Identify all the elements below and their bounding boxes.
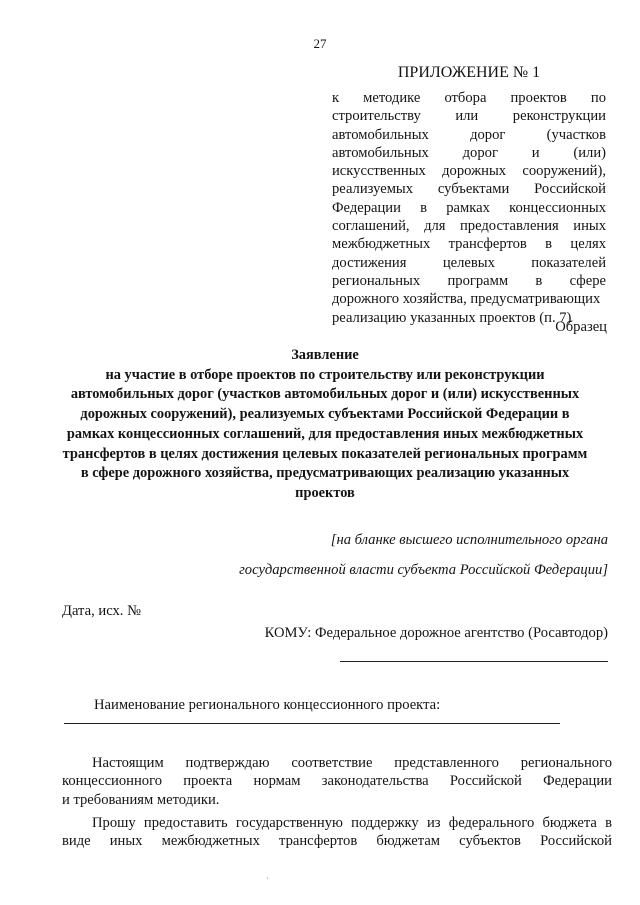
letterhead-note-line: государственной власти субъекта Российской Федерации] [239,562,608,578]
page-number: 27 [313,36,327,51]
appendix-line: реализацию указанных проектов (п. 7) [332,309,572,326]
paragraph-line: и требованиям методики. [62,791,220,808]
appendix-line: автомобильных дорог (участков [332,126,606,143]
letterhead-note-line: [на бланке высшего исполнительного органа [330,532,608,548]
appendix-line: региональных программ в сфере [332,272,606,289]
appendix-line: автомобильных дорог и (или) [332,144,606,161]
confirmation-paragraph [62,754,612,809]
statement-line: трансфертов в целях достижения целевых показателей региональных программ [62,445,588,462]
appendix-line: реализуемых субъектами Российской [332,181,606,198]
appendix-title: ПРИЛОЖЕНИЕ № 1 [397,64,541,81]
statement-line: в сфере дорожного хозяйства, предусматривающих реализацию указанных [80,465,570,482]
appendix-line: строительству или реконструкции [332,108,606,125]
appendix-line: достижения целевых показателей [332,254,606,271]
paragraph-line: виде иных межбюджетных трансфертов бюджетам субъектов Российской [62,833,612,850]
recipient-underline [340,661,608,662]
appendix-line: соглашений, для предоставления иных [332,218,606,235]
statement-line: дорожных сооружений), реализуемых субъектами Российской Федерации в [80,406,570,423]
statement-heading [50,346,600,504]
recipient-label: КОМУ: Федеральное дорожное агентство (Росавтодор) [264,625,608,641]
statement-line: рамках концессионных соглашений, для предоставления иных межбюджетных [66,425,584,442]
letterhead-note [48,525,608,585]
appendix-line: дорожного хозяйства, предусматривающих [332,291,601,308]
appendix-line: к методике отбора проектов по [332,90,606,106]
appendix-line: межбюджетных трансфертов в целях [332,236,606,253]
paragraph-line: концессионного проекта нормам законодательства Российской Федерации [62,773,612,790]
appendix-caption [332,89,606,327]
request-paragraph [62,814,612,851]
appendix-line: искусственных дорожных сооружений), [332,163,606,180]
statement-title: Заявление [291,347,359,363]
date-outgoing-number-label: Дата, исх. № [62,603,141,619]
scan-speck: · [266,874,269,883]
paragraph-line: Прошу предоставить государственную поддержку из федерального бюджета в [92,815,612,831]
statement-line: на участие в отборе проектов по строительству или реконструкции [105,366,545,383]
paragraph-line: Настоящим подтверждаю соответствие представленного регионального [92,755,612,771]
project-name-underline [64,723,560,724]
sample-label: Образец [555,319,607,335]
statement-line: автомобильных дорог (участков автомобильных дорог и (или) искусственных [70,386,580,403]
appendix-line: Федерации в рамках концессионных [332,199,606,216]
project-name-label: Наименование регионального концессионного проекта: [94,697,441,713]
statement-line: проектов [295,484,355,501]
